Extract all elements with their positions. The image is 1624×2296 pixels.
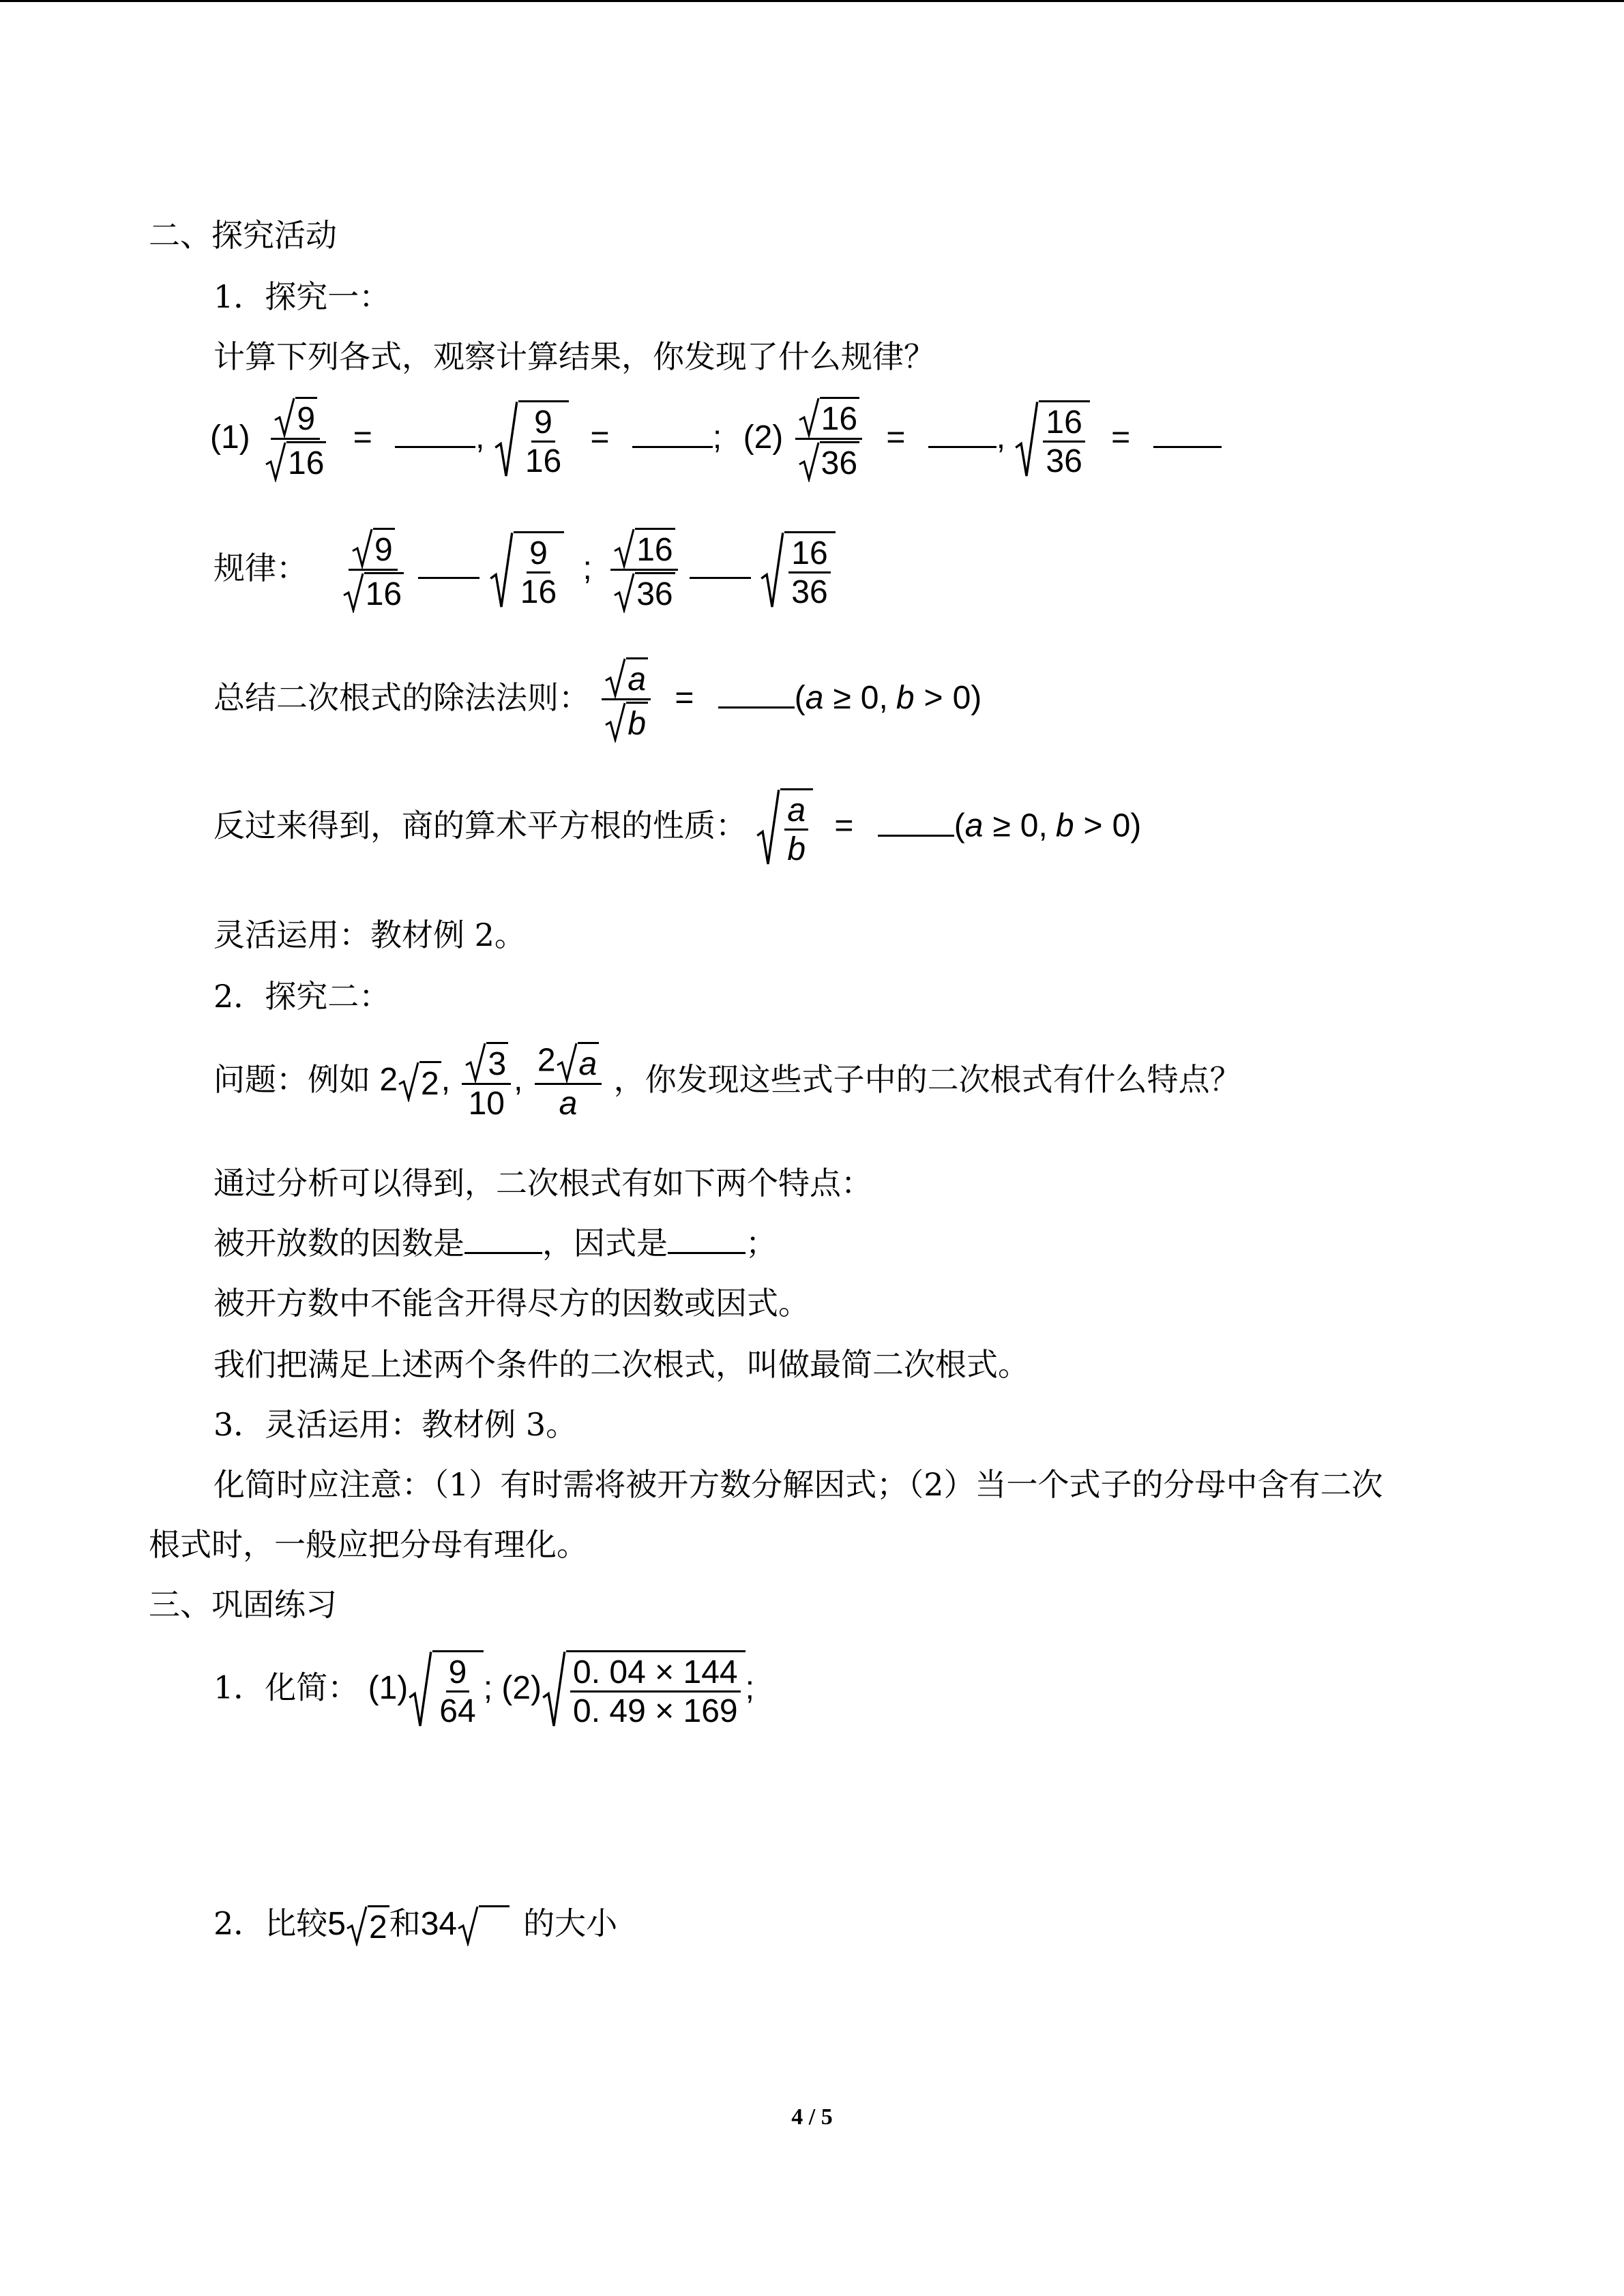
label-2: (2) — [743, 419, 784, 456]
exercise-2: 2．比较5 2 和34 的大小 — [213, 1905, 618, 1946]
feature-1: 被开放数的因数是 ，因式是 ； — [213, 1225, 777, 1262]
division-blank[interactable] — [718, 706, 795, 709]
division-rule: 总结二次根式的除法法则： $\frac{a}{b}$ = (a ≥ 0, b > 0) — [213, 657, 981, 743]
answer-blank-2[interactable] — [632, 445, 713, 448]
quotient-blank[interactable] — [878, 834, 954, 837]
definition: 我们把满足上述两个条件的二次根式，叫做最简二次根式。 — [213, 1346, 1029, 1383]
equals: = — [590, 419, 610, 456]
sqrt-9: 9 — [274, 397, 317, 438]
note-line-1: 化简时应注意：（1）有时需将被开方数分解因式；（2）当一个式子的分母中含有二次 — [213, 1466, 1383, 1503]
page-number: 4 / 5 — [791, 2104, 833, 2130]
note-line-2: 根式时，一般应把分母有理化。 — [149, 1526, 588, 1563]
apply-example-2: 灵活运用：教材例 2。 — [213, 916, 526, 953]
rule-row: 规律： $\frac{9}{16}$ $\frac{9}{16}$ ; $\frac{16}{36}$ $\frac{16}{36}$ — [213, 528, 836, 613]
rule-label: 规律： — [213, 550, 308, 587]
quotient-label: 反过来得到，商的算术平方根的性质： — [213, 807, 747, 844]
sqrt-9-over-16: $\frac{9}{16}$ — [494, 400, 569, 479]
answer-blank-3[interactable] — [928, 445, 996, 448]
answer-blank-4[interactable] — [1153, 445, 1222, 448]
factor-blank[interactable] — [464, 1251, 542, 1254]
section-2-title: 二、探究活动 — [149, 217, 337, 254]
answer-blank-1[interactable] — [395, 445, 475, 448]
explore1-prompt: 计算下列各式，观察计算结果，你发现了什么规律？ — [213, 338, 935, 375]
feature-2: 被开方数中不能含开得尽方的因数或因式。 — [213, 1285, 810, 1322]
explore1-title: 1．探究一： — [213, 278, 391, 315]
division-label: 总结二次根式的除法法则： — [213, 679, 590, 717]
expression-blank[interactable] — [668, 1251, 745, 1254]
explore2-question: 问题：例如 2 2 , $\frac{3}{10}$ , 2 a a ，你发现这些式子中的二次根式有什么特点？ — [213, 1042, 1241, 1122]
apply-example-3: 3．灵活运用：教材例 3。 — [213, 1406, 578, 1443]
explore2-title: 2．探究二： — [213, 978, 391, 1015]
equals: = — [353, 419, 372, 456]
sqrt-16-over-36: $\frac{16}{36}$ — [1014, 400, 1089, 479]
sqrt-16: 16 — [265, 441, 326, 482]
label-1: (1) — [210, 419, 250, 456]
rule-blank-2[interactable] — [690, 576, 751, 579]
analysis-text: 通过分析可以得到，二次根式有如下两个特点： — [213, 1165, 872, 1202]
rule-blank-1[interactable] — [418, 576, 479, 579]
equals: = — [886, 419, 906, 456]
section-3-title: 三、巩固练习 — [149, 1586, 337, 1623]
exercise-1: 1．化简： (1) $\frac{9}{64}$ ; (2) $\frac{0. 04 \times 144}{0. 49 \times 169}$ ; — [213, 1650, 754, 1729]
equals: = — [1111, 419, 1131, 456]
fraction-sqrt16-over-sqrt36: $\frac{16}{36}$ — [795, 397, 862, 482]
top-border — [0, 0, 1624, 2]
explore1-calculations: (1) $\frac{9}{16}$ = , $\frac{9}{16}$ = ; (2) $\frac{16}{36}$ = , $\frac{16}{36}$ = — [210, 397, 1222, 482]
fraction-sqrt9-over-sqrt16 — [262, 397, 329, 482]
quotient-property: 反过来得到，商的算术平方根的性质： $\frac{a}{b}$ = (a ≥ 0, b > 0) — [213, 788, 1141, 867]
